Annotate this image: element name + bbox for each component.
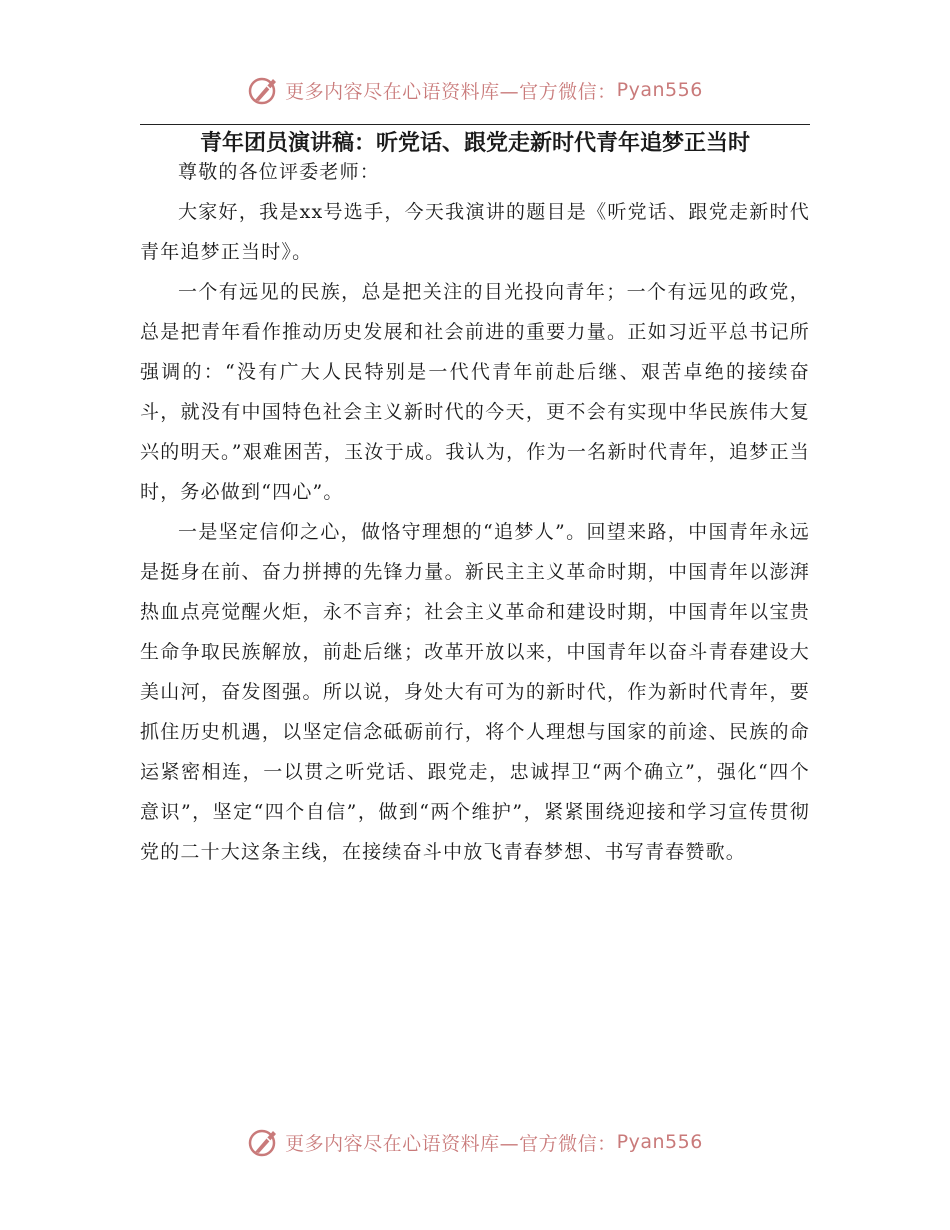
paragraph-2: 一个有远见的民族，总是把关注的目光投向青年；一个有远见的政党，总是把青年看作推动历史发展和社会前进的重要力量。正如习近平总书记所强调的：“没有广大人民特别是一代代青年前赴后继、艰苦卓绝的接续奋斗，就没有中国特色社会主义新时代的今天，更不会有实现中华民族伟大复兴的明天。”艰难困苦，玉汝于成。我认为，作为一名新时代青年，追梦正当时，务必做到“四心”。 — [140, 281, 810, 503]
watermark-text: 更多内容尽在心语资料库—官方微信： — [285, 80, 617, 103]
watermark-text: 更多内容尽在心语资料库—官方微信： — [285, 1132, 617, 1155]
page-footer-watermark — [0, 1122, 950, 1162]
salutation: 尊敬的各位评委老师： — [178, 161, 381, 183]
paragraph-1: 大家好，我是xx号选手，今天我演讲的题目是《听党话、跟党走新时代青年追梦正当时》。 — [140, 201, 810, 263]
quill-logo-icon — [247, 73, 281, 107]
document-body — [140, 150, 810, 872]
document-title: 青年团员演讲稿：听党话、跟党走新时代青年追梦正当时 — [199, 131, 750, 156]
header-rule — [140, 124, 810, 125]
page-header-watermark — [0, 70, 950, 110]
paragraph-3: 一是坚定信仰之心，做恪守理想的“追梦人”。回望来路，中国青年永远是挺身在前、奋力拼搏的先锋力量。新民主主义革命时期，中国青年以澎湃热血点亮觉醒火炬，永不言弃；社会主义革命和建设时期，中国青年以宝贵生命争取民族解放，前赴后继；改革开放以来，中国青年以奋斗青春建设大美山河，奋发图强。所以说，身处大有可为的新时代，作为新时代青年，要抓住历史机遇，以坚定信念砥砺前行，将个人理想与国家的前途、民族的命运紧密相连，一以贯之听党话、跟党走，忠诚捍卫“两个确立”，强化“四个意识”，坚定“四个自信”，做到“两个维护”，紧紧围绕迎接和学习宣传贯彻党的二十大这条主线，在接续奋斗中放飞青春梦想、书写青春赞歌。 — [140, 521, 810, 863]
watermark-account: Pyan556 — [616, 1131, 703, 1153]
quill-logo-icon — [247, 1125, 281, 1159]
watermark-account: Pyan556 — [616, 79, 703, 101]
